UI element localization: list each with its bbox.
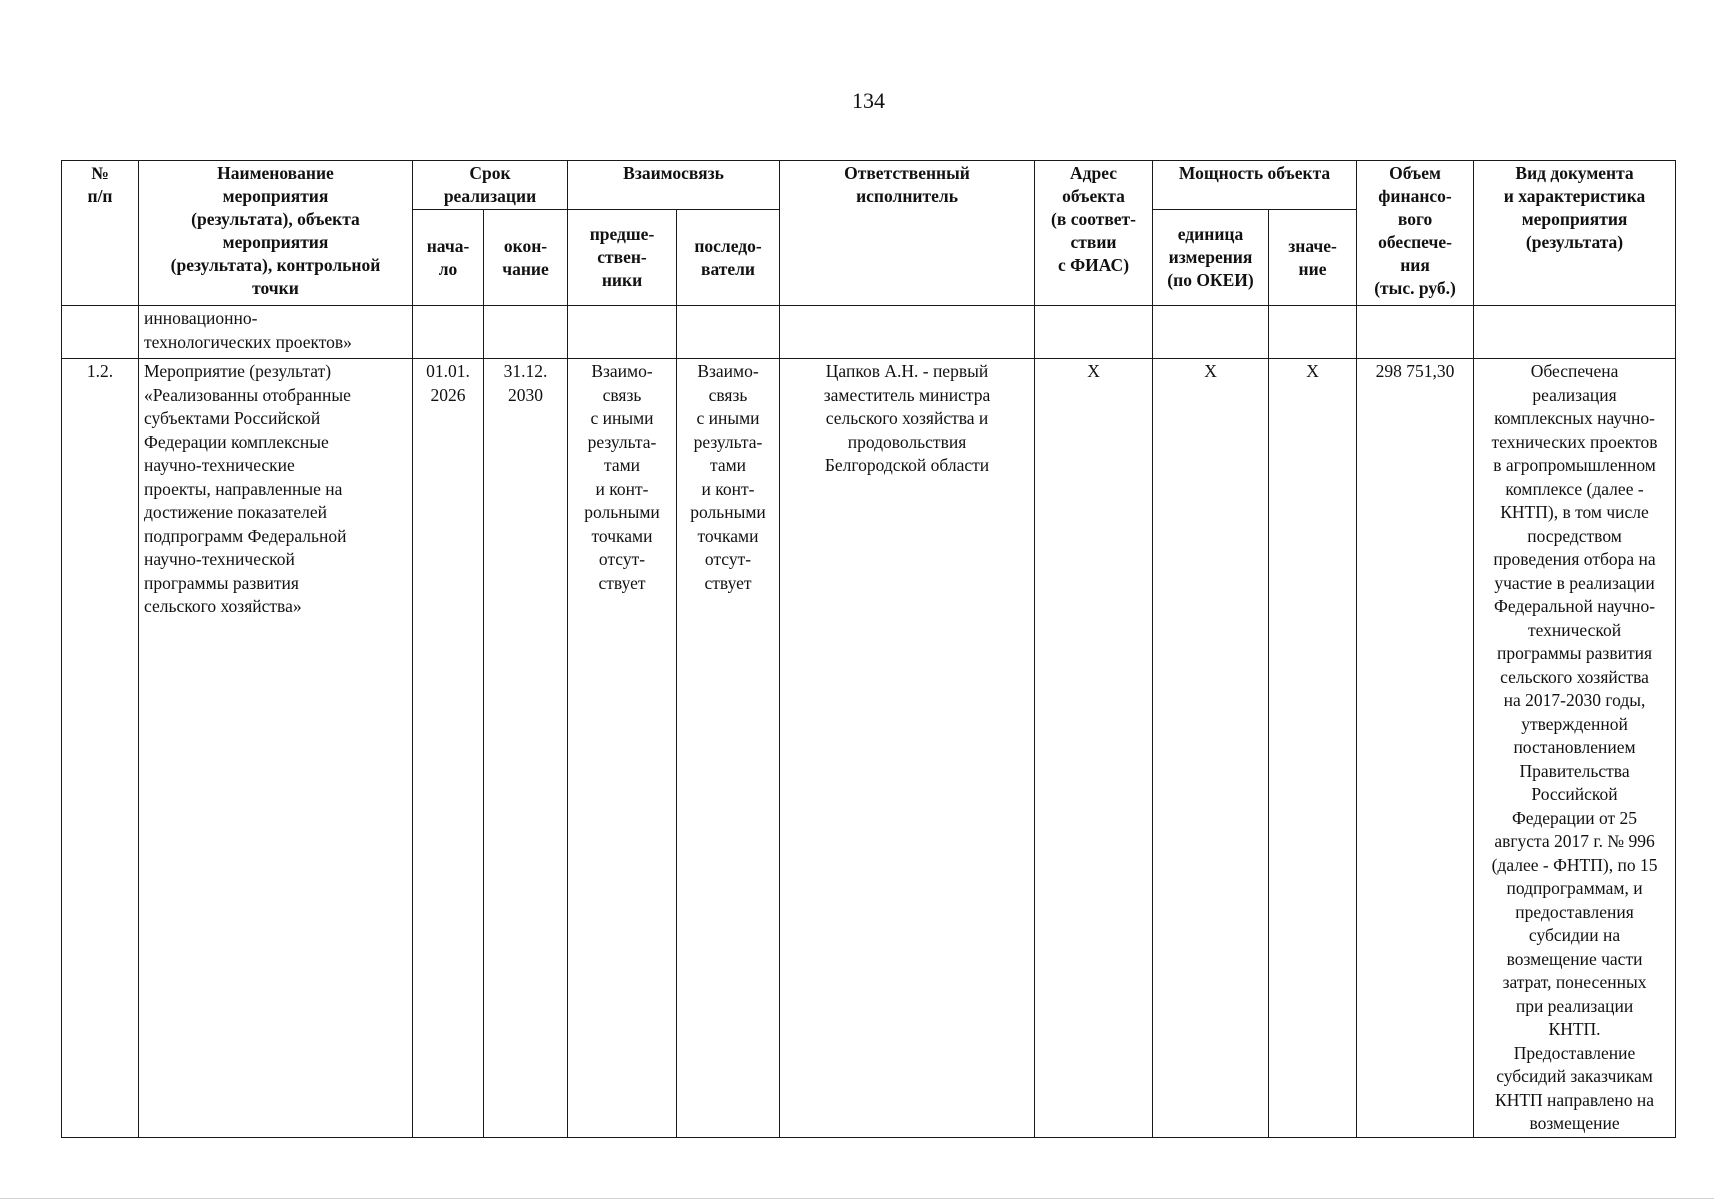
scan-edge-line xyxy=(0,1198,1714,1199)
text-line: сельского хозяйства xyxy=(1500,666,1649,687)
text-line: реализация xyxy=(1532,384,1617,405)
text-line: реализации xyxy=(443,186,537,206)
cell-name xyxy=(139,306,413,359)
text-line: Обеспечена xyxy=(1530,361,1619,381)
header-address xyxy=(1035,161,1153,306)
cell-doc xyxy=(1474,306,1676,359)
text-line: субсидий заказчикам xyxy=(1496,1066,1653,1086)
text-line: (тыс. руб.) xyxy=(1374,278,1456,298)
text-line: ствии xyxy=(1070,232,1117,252)
text-line: утвержденной xyxy=(1521,713,1628,734)
text-line: предше- xyxy=(589,224,655,244)
text-line: точки xyxy=(252,278,299,298)
text-line: подпрограммам, и xyxy=(1506,878,1643,898)
text-line: ния xyxy=(1400,255,1430,275)
cell-doc xyxy=(1474,359,1676,1138)
header-term-start xyxy=(413,210,484,306)
text-line: при реализации xyxy=(1515,995,1634,1016)
text-line: Федеральной научно- xyxy=(1494,596,1656,616)
cell-successors xyxy=(677,306,780,359)
text-line: 01.01. xyxy=(426,361,470,381)
text-line: технической xyxy=(1527,619,1622,640)
cell-num: 1.2. xyxy=(62,359,139,1138)
text-line: Взаимо- xyxy=(697,361,759,381)
text-line: КНТП. xyxy=(1548,1019,1601,1039)
text-line: технических проектов xyxy=(1491,431,1658,452)
text-line: программы развития xyxy=(144,572,299,593)
text-line: финансо- xyxy=(1378,186,1452,206)
text-line: комплексе (далее - xyxy=(1505,478,1644,499)
text-line: ватели xyxy=(701,258,756,279)
cell-funding: 298 751,30 xyxy=(1357,359,1474,1138)
cell-responsible xyxy=(780,359,1035,1138)
text-line: Предоставление xyxy=(1513,1042,1636,1063)
text-line: на 2017-2030 годы, xyxy=(1503,690,1646,710)
text-line: предоставления xyxy=(1515,901,1634,922)
text-line: Мероприятие (результат) xyxy=(144,361,332,381)
cell-unit xyxy=(1153,306,1269,359)
text-line: ствен- xyxy=(597,247,647,267)
header-doc-type xyxy=(1474,161,1676,306)
text-line: возмещение xyxy=(1529,1113,1620,1133)
text-line: точками xyxy=(697,525,759,546)
text-line: ники xyxy=(601,270,643,290)
header-link: Взаимосвязь xyxy=(568,161,780,210)
text-line: измерения xyxy=(1168,247,1253,267)
text-line: (по ОКЕИ) xyxy=(1167,270,1254,290)
text-line: достижение показателей xyxy=(144,502,327,522)
text-line: и конт- xyxy=(701,478,755,499)
cell-value: X xyxy=(1269,359,1357,1138)
text-line: научно-технические xyxy=(144,455,295,475)
events-table xyxy=(61,160,1676,1138)
header-num xyxy=(62,161,139,306)
text-line: и характеристика xyxy=(1503,186,1646,206)
text-line: и конт- xyxy=(595,478,649,499)
text-line: участие в реализации xyxy=(1494,572,1655,593)
text-line: проведения отбора на xyxy=(1493,549,1656,569)
text-line: мероприятия xyxy=(222,232,329,252)
text-line: ло xyxy=(438,258,458,279)
text-line: исполнитель xyxy=(856,186,958,206)
text-line: Белгородской области xyxy=(824,455,990,475)
text-line: научно-технической xyxy=(144,549,295,569)
text-line: последо- xyxy=(694,235,762,256)
cell-address xyxy=(1035,306,1153,359)
text-line: затрат, понесенных xyxy=(1502,972,1647,992)
header-capacity: Мощность объекта xyxy=(1153,161,1357,210)
header-name xyxy=(139,161,413,306)
cell-name xyxy=(139,359,413,1138)
text-line: (результата), объекта xyxy=(191,209,360,229)
text-line: мероприятия xyxy=(1521,209,1628,229)
text-line: обеспече- xyxy=(1378,232,1452,252)
text-line: КНТП), в том числе xyxy=(1500,502,1649,522)
text-line: Наименование xyxy=(217,163,334,183)
text-line: чание xyxy=(502,258,549,279)
text-line: рольными xyxy=(690,502,766,522)
text-line: тами xyxy=(709,455,747,475)
text-line: посредством xyxy=(1527,525,1622,546)
text-line: инновационно- xyxy=(144,308,258,328)
text-line: мероприятия xyxy=(222,186,329,206)
cell-unit: X xyxy=(1153,359,1269,1138)
header-responsible xyxy=(780,161,1035,306)
header-link-successors xyxy=(677,210,780,306)
text-line: Взаимо- xyxy=(591,361,653,381)
text-line: Федерации от 25 xyxy=(1511,807,1638,828)
text-line: (далее - ФНТП), по 15 xyxy=(1491,854,1658,875)
text-line: Федерации комплексные xyxy=(144,431,329,452)
text-line: (результата), контрольной xyxy=(170,255,381,275)
text-line: объекта xyxy=(1062,186,1125,206)
text-line: связь xyxy=(602,384,642,405)
text-line: августа 2017 г. № 996 xyxy=(1494,831,1655,851)
header-capacity-unit xyxy=(1153,210,1269,306)
cell-start xyxy=(413,306,484,359)
text-line: сельского хозяйства» xyxy=(144,596,302,616)
text-line: (результата) xyxy=(1525,232,1624,252)
cell-predecessors xyxy=(568,306,677,359)
cell-start xyxy=(413,359,484,1138)
text-line: отсут- xyxy=(704,549,752,569)
cell-value xyxy=(1269,306,1357,359)
text-line: сельского хозяйства и xyxy=(825,408,989,428)
table-row-continuation xyxy=(62,306,1676,359)
text-line: субъектами Российской xyxy=(144,408,321,428)
text-line: Объем xyxy=(1389,163,1441,183)
text-line: Адрес xyxy=(1070,163,1117,183)
cell-responsible xyxy=(780,306,1035,359)
text-line: заместитель министра xyxy=(823,384,991,405)
cell-num xyxy=(62,306,139,359)
text-line: субсидии на xyxy=(1528,925,1621,945)
header-link-predecessors xyxy=(568,210,677,306)
text-line: Цапков А.Н. - первый xyxy=(825,361,989,381)
cell-address: X xyxy=(1035,359,1153,1138)
text-line: с ФИАС) xyxy=(1058,255,1130,275)
text-line: значе- xyxy=(1288,235,1337,256)
cell-successors xyxy=(677,359,780,1138)
table-header xyxy=(62,161,1676,306)
text-line: программы развития xyxy=(1497,643,1653,663)
text-line: окон- xyxy=(503,235,548,256)
text-line: комплексных научно- xyxy=(1494,408,1655,428)
header-capacity-value xyxy=(1269,210,1357,306)
text-line: связь xyxy=(708,384,748,405)
cell-end xyxy=(484,306,568,359)
cell-predecessors xyxy=(568,359,677,1138)
text-line: проекты, направленные на xyxy=(144,478,343,499)
text-line: тами xyxy=(603,455,641,475)
page-number: 134 xyxy=(852,88,885,113)
text-line: постановлением xyxy=(1513,737,1636,757)
text-line: Российской xyxy=(1531,784,1618,804)
text-line: результа- xyxy=(587,431,657,452)
text-line: вого xyxy=(1397,209,1433,229)
text-line: результа- xyxy=(693,431,763,452)
text-line: «Реализованны отобранные xyxy=(144,384,351,405)
table-row xyxy=(62,359,1676,1138)
text-line: КНТП направлено на xyxy=(1495,1089,1654,1110)
text-line: технологических проектов» xyxy=(144,331,352,352)
text-line: Вид документа xyxy=(1515,163,1634,183)
text-line: нача- xyxy=(426,235,470,256)
text-line: ствует xyxy=(598,572,646,593)
text-line: Срок xyxy=(469,163,511,183)
text-line: Правительства xyxy=(1519,760,1630,781)
text-line: отсут- xyxy=(598,549,646,569)
text-line: в агропромышленном xyxy=(1493,455,1656,475)
cell-end xyxy=(484,359,568,1138)
text-line: 2030 xyxy=(508,384,543,405)
text-line: ние xyxy=(1298,258,1327,279)
cell-funding xyxy=(1357,306,1474,359)
text-line: возмещение части xyxy=(1506,948,1643,969)
text-line: продовольствия xyxy=(847,431,967,452)
text-line: рольными xyxy=(584,502,660,522)
text-line: с иными xyxy=(696,408,760,428)
text-line: единица xyxy=(1177,224,1244,244)
text-line: ствует xyxy=(704,572,752,593)
header-term xyxy=(413,161,568,210)
text-line: Ответственный xyxy=(844,163,970,183)
text-line: точками xyxy=(591,525,653,546)
header-term-end xyxy=(484,210,568,306)
text-line: п/п xyxy=(87,186,113,206)
text-line: 2026 xyxy=(430,384,466,405)
text-line: (в соответ- xyxy=(1051,209,1136,229)
header-funding xyxy=(1357,161,1474,306)
text-line: подпрограмм Федеральной xyxy=(144,525,347,546)
text-line: с иными xyxy=(590,408,654,428)
text-line: 31.12. xyxy=(503,361,548,381)
text-line: № xyxy=(91,163,109,183)
